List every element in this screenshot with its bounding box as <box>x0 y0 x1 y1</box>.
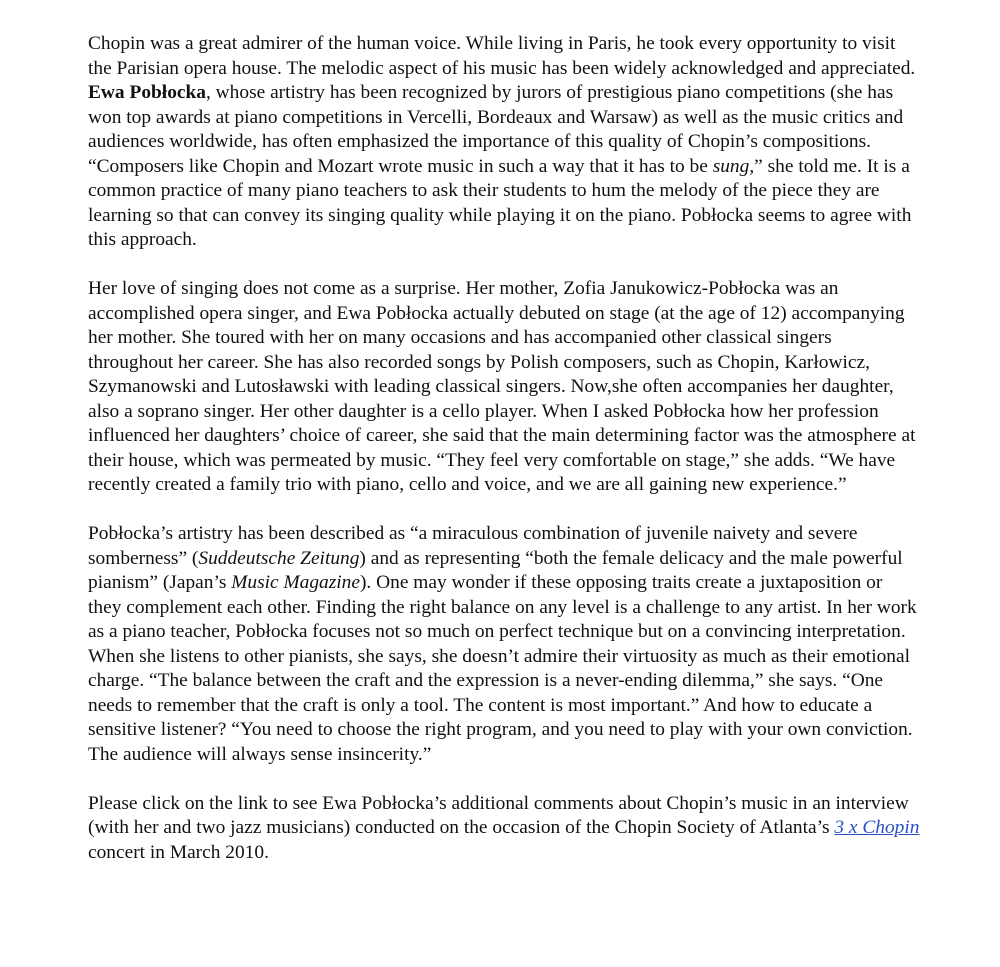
emphasis-sung: sung <box>712 155 750 177</box>
article-body <box>88 32 920 865</box>
paragraph-4-text-b: concert in March 2010. <box>88 841 269 863</box>
concert-link[interactable]: 3 x Chopin <box>834 817 920 838</box>
paragraph-singing-family <box>88 277 920 498</box>
paragraph-4-text-a: Please click on the link to see Ewa Pobłocka’s additional comments about Chopin’s music in an interview (with her and two jazz musicians) conducted on the occasion of the Chopin Society of Atlanta’s <box>88 792 909 838</box>
paragraph-1-text-b: , whose artistry has been recognized by jurors of prestigious piano competitions (she has won top awards at piano competitions in Vercelli, Bordeaux and Warsaw) as well as the music critics and audiences worldwide, has often emphasized the importance of this quality of Chopin’s compositions. “Composers like Chopin and Mozart wrote music in such a way that it has to be <box>88 82 904 177</box>
paragraph-artistry <box>88 522 920 767</box>
paragraph-1-text-c: ,” she told me. It is a common practice of many piano teachers to ask their students to hum the melody of the piece they are learning so that can convey its singing quality while playing it on the piano. Pobłocka seems to agree with this approach. <box>88 155 912 250</box>
paragraph-3-text-a: Pobłocka’s artistry has been described as “a miraculous combination of juvenile naivety and severe somberness” ( <box>88 523 858 569</box>
pianist-name: Ewa Pobłocka <box>88 82 206 103</box>
paragraph-2-text: Her love of singing does not come as a surprise. Her mother, Zofia Janukowicz-Pobłocka was an accomplished opera singer, and Ewa Pobłocka actually debuted on stage (at the age of 12) accompanying her mother. She toured with her on many occasions and has accompanied other classical singers throughout her career. She has also recorded songs by Polish composers, such as Chopin, Karłowicz, Szymanowski and Lutosławski with leading classical singers. Now,she often accompanies her daughter, also a soprano singer. Her other daughter is a cello player. When I asked Pobłocka how her profession influenced her daughters’ choice of career, she said that the main determining factor was the atmosphere at their house, which was permeated by music. “They feel very comfortable on stage,” she adds. “We have recently created a family trio with piano, cello and voice, and we are all gaining new experience.” <box>88 278 916 495</box>
source-suddeutsche-zeitung: Suddeutsche Zeitung <box>198 547 360 569</box>
paragraph-chopin-voice <box>88 32 920 253</box>
paragraph-3-text-b: ) and as representing “both the female delicacy and the male powerful pianism” (Japan’s <box>88 547 903 593</box>
source-music-magazine: Music Magazine <box>231 572 360 593</box>
paragraph-3-text-c: ). One may wonder if these opposing traits create a juxtaposition or they complement each other. Finding the right balance on any level is a challenge to any artist. In her work as a piano teacher, Pobłocka focuses not so much on perfect technique but on a convincing interpretation. When she listens to other pianists, she says, she doesn’t admire their virtuosity as much as their emotional charge. “The balance between the craft and the expression is a never-ending dilemma,” she says. “One needs to remember that the craft is only a tool. The content is most important.” And how to educate a sensitive listener? “You need to choose the right program, and you need to play with your own conviction. The audience will always sense insincerity.” <box>88 572 917 765</box>
paragraph-interview-link <box>88 792 920 866</box>
paragraph-1-text-a: Chopin was a great admirer of the human voice. While living in Paris, he took every opportunity to visit the Parisian opera house. The melodic aspect of his music has been widely acknowledged and appreciated. <box>88 33 916 79</box>
